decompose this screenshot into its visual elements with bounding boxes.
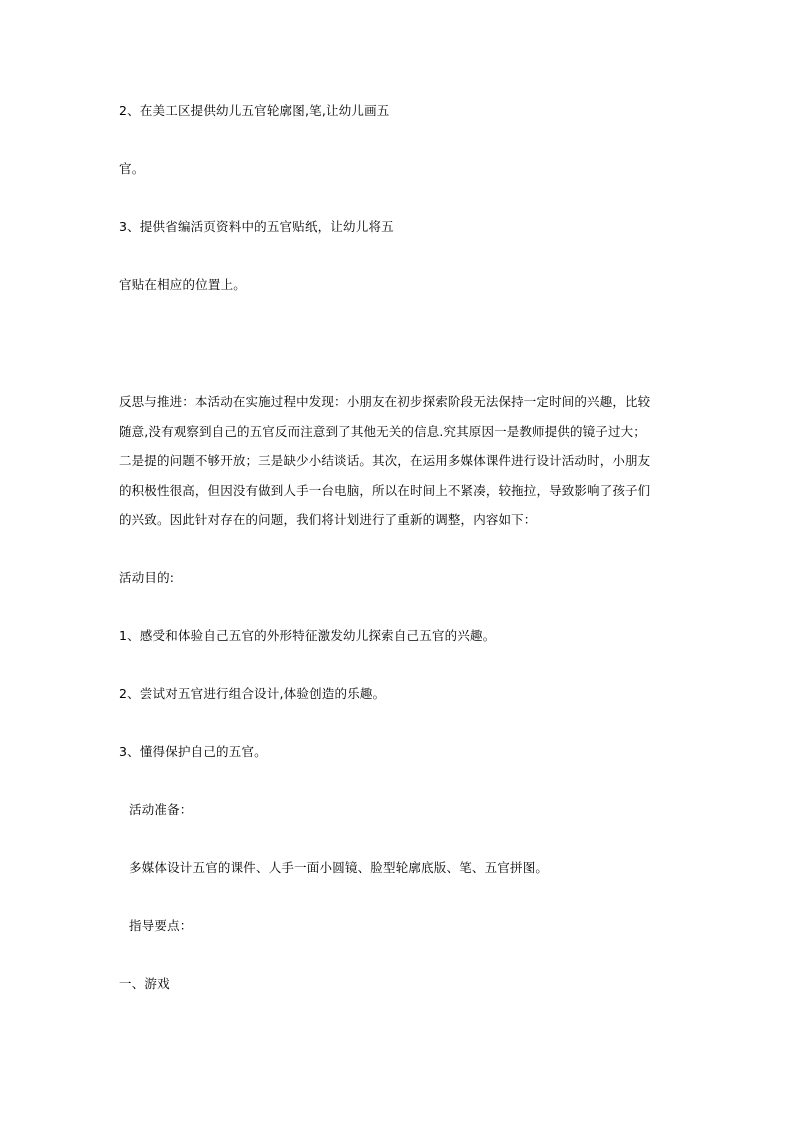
reflection-line: 二是提的问题不够开放；三是缺少小结谈话。其次，在运用多媒体课件进行设计活动时，小朋友 <box>119 453 651 468</box>
reflection-line: 的兴致。因此针对存在的问题，我们将计划进行了重新的调整，内容如下： <box>119 512 537 527</box>
goal-item: 2、尝试对五官进行组合设计,体验创造的乐趣。 <box>119 686 386 701</box>
goal-item: 3、懂得保护自己的五官。 <box>119 744 267 759</box>
prep-heading: 活动准备： <box>129 802 193 817</box>
reflection-line: 反思与推进：本活动在实施过程中发现：小朋友在初步探索阶段无法保持一定时间的兴趣，比较 <box>119 394 651 409</box>
reflection-paragraph <box>119 387 679 535</box>
guide-heading: 指导要点： <box>129 918 193 933</box>
section-heading: 一、游戏 <box>119 976 170 991</box>
reflection-line: 的积极性很高，但因没有做到人手一台电脑，所以在时间上不紧凑，较拖拉，导致影响了孩子们 <box>119 482 651 498</box>
text-line: 官贴在相应的位置上。 <box>119 277 247 292</box>
reflection-line: 随意,没有观察到自己的五官反而注意到了其他无关的信息.究其原因一是教师提供的镜子过大； <box>119 423 646 439</box>
text-line: 官。 <box>119 161 145 176</box>
goal-item: 1、感受和体验自己五官的外形特征激发幼儿探索自己五官的兴趣。 <box>119 628 496 643</box>
text-line: 2、在美工区提供幼儿五官轮廓图,笔,让幼儿画五 <box>119 103 390 118</box>
prep-text: 多媒体设计五官的课件、人手一面小圆镜、脸型轮廓底版、笔、五官拼图。 <box>129 860 549 875</box>
text-line: 3、提供省编活页资料中的五官贴纸，让幼儿将五 <box>119 219 394 234</box>
goals-heading: 活动目的: <box>119 570 175 585</box>
